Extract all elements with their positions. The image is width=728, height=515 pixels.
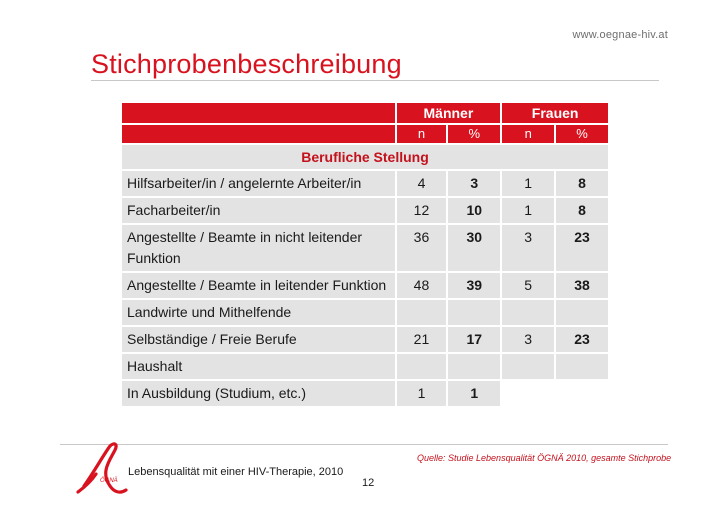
cell-m-n: 21 — [397, 327, 447, 352]
site-url[interactable]: www.oegnae-hiv.at — [572, 29, 668, 41]
cell-f-pct: 38 — [556, 273, 608, 298]
row-label: Angestellte / Beamte in nicht leitender Funktion — [122, 225, 395, 271]
table-group-header-row — [122, 103, 608, 123]
footer-divider — [60, 444, 668, 445]
cell-f-n — [502, 381, 554, 406]
row-label: Facharbeiter/in — [122, 198, 395, 223]
cell-m-pct: 17 — [448, 327, 500, 352]
cell-m-pct: 3 — [448, 171, 500, 196]
footer-text: Lebensqualität mit einer HIV-Therapie, 2010 — [128, 466, 344, 478]
cell-m-pct: 10 — [448, 198, 500, 223]
source-note: Quelle: Studie Lebensqualität ÖGNÄ 2010, gesamte Stichprobe — [417, 453, 672, 463]
table-row — [122, 198, 608, 223]
page-title: Stichprobenbeschreibung — [91, 49, 402, 79]
cell-f-n — [502, 300, 554, 325]
cell-f-pct — [556, 300, 608, 325]
table-row — [122, 171, 608, 196]
cell-f-pct — [556, 381, 608, 406]
cell-m-n: 12 — [397, 198, 447, 223]
subheader-empty-cell — [122, 125, 395, 143]
cell-f-n: 3 — [502, 225, 554, 271]
cell-f-n — [502, 354, 554, 379]
table-subheader-row — [122, 125, 608, 143]
row-label: Selbständige / Freie Berufe — [122, 327, 395, 352]
subheader-m-pct: % — [448, 125, 500, 143]
header-empty-cell — [122, 103, 395, 123]
oegna-ribbon-logo-icon — [70, 440, 130, 500]
cell-m-n: 48 — [397, 273, 447, 298]
logo-text: ÖGNÄ — [100, 478, 118, 484]
cell-m-n — [397, 300, 447, 325]
table-row — [122, 354, 608, 379]
group-header-maenner: Männer — [397, 103, 501, 123]
group-header-frauen: Frauen — [502, 103, 608, 123]
cell-m-pct: 30 — [448, 225, 500, 271]
cell-f-pct: 8 — [556, 198, 608, 223]
subheader-f-n: n — [502, 125, 554, 143]
section-title: Berufliche Stellung — [122, 145, 608, 169]
cell-f-n: 1 — [502, 171, 554, 196]
row-label: Hilfsarbeiter/in / angelernte Arbeiter/in — [122, 171, 395, 196]
cell-m-n: 1 — [397, 381, 447, 406]
cell-m-pct: 39 — [448, 273, 500, 298]
row-label: Angestellte / Beamte in leitender Funktion — [122, 273, 395, 298]
cell-f-pct: 23 — [556, 225, 608, 271]
cell-f-pct: 8 — [556, 171, 608, 196]
row-label: Landwirte und Mithelfende — [122, 300, 395, 325]
row-label: In Ausbildung (Studium, etc.) — [122, 381, 395, 406]
table-row — [122, 381, 608, 406]
cell-m-pct: 1 — [448, 381, 500, 406]
cell-f-n: 1 — [502, 198, 554, 223]
sample-table — [120, 101, 610, 408]
row-label: Haushalt — [122, 354, 395, 379]
section-header-row — [122, 145, 608, 169]
cell-f-n: 3 — [502, 327, 554, 352]
cell-f-n: 5 — [502, 273, 554, 298]
cell-m-n: 36 — [397, 225, 447, 271]
title-divider — [91, 80, 659, 81]
cell-f-pct — [556, 354, 608, 379]
subheader-f-pct: % — [556, 125, 608, 143]
table-row — [122, 327, 608, 352]
table-row — [122, 273, 608, 298]
page-number: 12 — [362, 477, 375, 489]
table-row — [122, 225, 608, 271]
cell-m-pct — [448, 354, 500, 379]
table-row — [122, 300, 608, 325]
cell-f-pct: 23 — [556, 327, 608, 352]
cell-m-n: 4 — [397, 171, 447, 196]
subheader-m-n: n — [397, 125, 447, 143]
cell-m-n — [397, 354, 447, 379]
cell-m-pct — [448, 300, 500, 325]
